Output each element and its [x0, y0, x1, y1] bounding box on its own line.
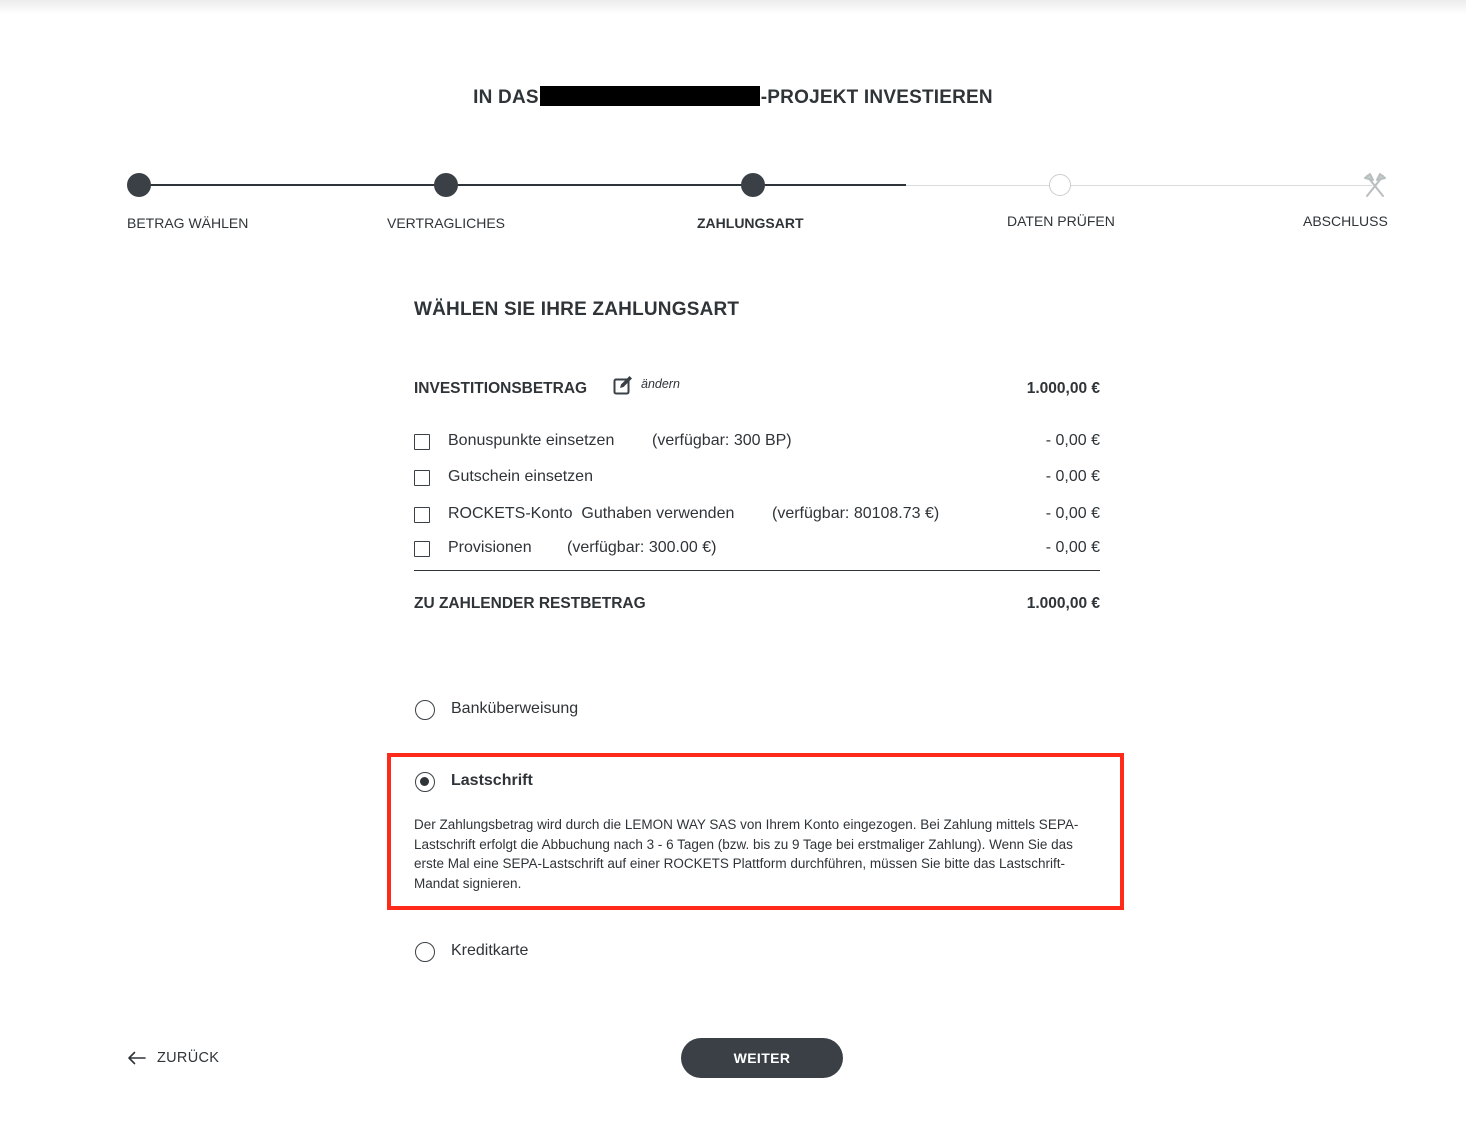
provisionen-label: Provisionen [448, 539, 532, 556]
step-dot-daten-pruefen [1049, 174, 1071, 196]
kreditkarte-label[interactable]: Kreditkarte [451, 942, 529, 959]
step-dot-betrag[interactable] [127, 173, 151, 197]
next-button[interactable]: WEITER [681, 1038, 843, 1078]
deduction-row-bonuspunkte [414, 432, 1100, 454]
bonuspunkte-label: Bonuspunkte einsetzen [448, 432, 615, 449]
step-label-daten-pruefen: DATEN PRÜFEN [1007, 213, 1115, 229]
lastschrift-radio[interactable] [415, 772, 435, 792]
deduction-row-rockets-konto [414, 505, 1100, 527]
step-label-vertragliches: VERTRAGLICHES [387, 215, 505, 231]
stepper-line-pending [906, 185, 1372, 186]
step-label-abschluss: ABSCHLUSS [1303, 213, 1388, 229]
rockets-konto-checkbox[interactable] [414, 507, 430, 523]
deduction-row-gutschein [414, 468, 1100, 490]
step-label-zahlungsart: ZAHLUNGSART [697, 215, 804, 231]
provisionen-checkbox[interactable] [414, 541, 430, 557]
stepper-line-complete [139, 184, 906, 186]
back-label: ZURÜCK [157, 1050, 220, 1066]
bonuspunkte-amount: - 0,00 € [1045, 432, 1100, 449]
page-title-suffix: -PROJEKT INVESTIEREN [760, 87, 993, 108]
gutschein-checkbox[interactable] [414, 470, 430, 486]
rocket-flag-icon [1360, 172, 1390, 200]
bankueberweisung-label[interactable]: Banküberweisung [451, 700, 579, 717]
rockets-konto-amount: - 0,00 € [1045, 505, 1100, 522]
back-link[interactable] [127, 1047, 219, 1069]
page-title-prefix: IN DAS [473, 87, 539, 108]
top-shadow [0, 0, 1466, 14]
rockets-konto-label: ROCKETS-Konto Guthaben verwenden [448, 505, 735, 522]
bonuspunkte-available: (verfügbar: 300 BP) [652, 432, 792, 449]
edit-icon[interactable] [613, 375, 633, 395]
lastschrift-description: Der Zahlungsbetrag wird durch die LEMON WAY SAS von Ihrem Konto eingezogen. Bei Zahlung mittels SEPA-Lastschrift erfolgt die Abbuchung nach 3 - 6 Tagen (bzw. bis zu 9 Tage bei erstmaliger Zahlung). Wenn Sie das erste Mal eine SEPA-Lastschrift auf einer ROCKETS Plattform durchführen, müssen Sie bitte das Lastschrift-Mandat signieren. [414, 817, 1079, 891]
provisionen-available: (verfügbar: 300.00 €) [567, 539, 717, 556]
edit-amount-link[interactable]: ändern [641, 377, 680, 391]
bonuspunkte-checkbox[interactable] [414, 434, 430, 450]
step-dot-vertragliches[interactable] [434, 173, 458, 197]
rockets-konto-available: (verfügbar: 80108.73 €) [772, 505, 940, 522]
provisionen-amount: - 0,00 € [1045, 539, 1100, 556]
remaining-amount-label: ZU ZAHLENDER RESTBETRAG [414, 595, 646, 612]
investment-amount-label: INVESTITIONSBETRAG [414, 380, 588, 397]
remaining-amount-value: 1.000,00 € [1026, 595, 1100, 612]
gutschein-amount: - 0,00 € [1045, 468, 1100, 485]
redacted-project-name [540, 86, 760, 106]
arrow-left-icon [127, 1051, 146, 1065]
deduction-row-provisionen [414, 539, 1100, 561]
kreditkarte-radio[interactable] [415, 942, 435, 962]
step-dot-zahlungsart [741, 173, 765, 197]
radio-selected-dot [420, 777, 429, 786]
summary-divider [414, 570, 1100, 571]
section-title: WÄHLEN SIE IHRE ZAHLUNGSART [414, 299, 740, 320]
investment-amount-value: 1.000,00 € [1026, 380, 1100, 397]
bankueberweisung-radio[interactable] [415, 700, 435, 720]
gutschein-label: Gutschein einsetzen [448, 468, 593, 485]
step-label-betrag: BETRAG WÄHLEN [127, 215, 249, 231]
lastschrift-label[interactable]: Lastschrift [451, 772, 533, 789]
page-title [0, 86, 1466, 109]
